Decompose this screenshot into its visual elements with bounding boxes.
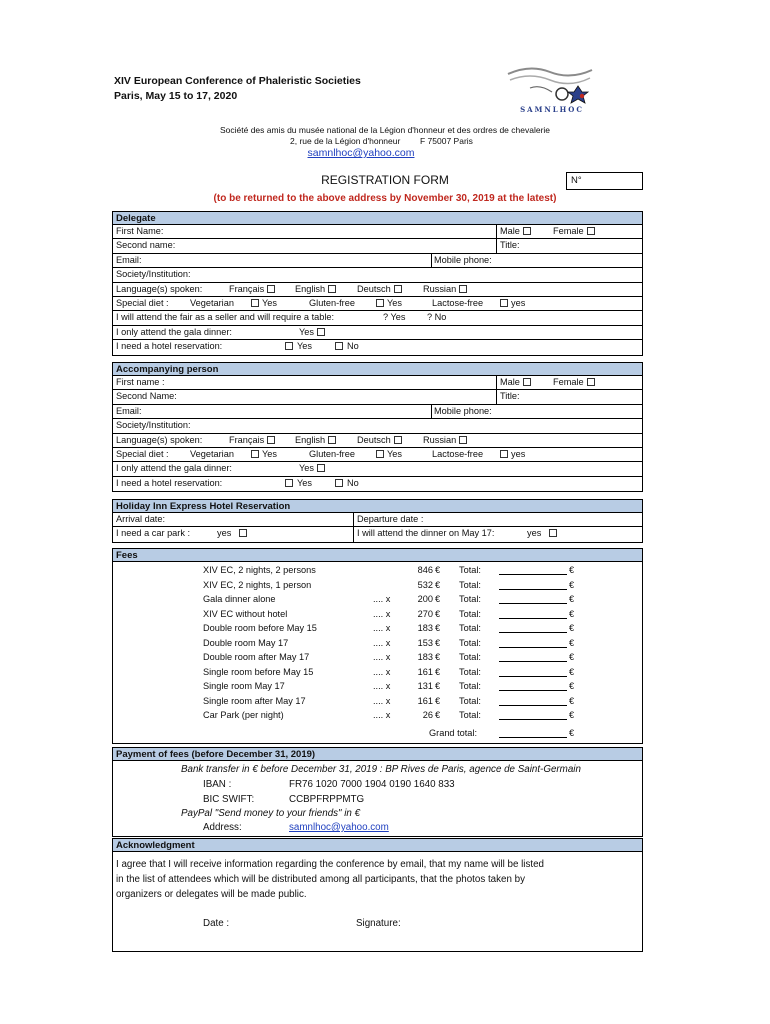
acc-male-label: Male: [500, 377, 520, 387]
lactose-label: Lactose-free: [432, 297, 484, 308]
dinner-may17-label: I will attend the dinner on May 17:: [357, 528, 495, 539]
fee-item-currency: €: [435, 695, 441, 706]
lang-ru-label: Russian: [423, 283, 457, 294]
fee-item-price: 131: [417, 681, 433, 691]
fee-item-currency: €: [435, 666, 441, 677]
fee-item-qty[interactable]: .... x: [373, 637, 391, 648]
fee-item-currency: €: [435, 579, 441, 590]
fee-item-label: Gala dinner alone: [203, 594, 276, 604]
delegate-heading: Delegate: [113, 212, 642, 225]
form-number-label: N°: [571, 175, 582, 186]
society-email-link[interactable]: samnlhoc@yahoo.com: [307, 147, 415, 159]
fee-item-total-label: Total:: [459, 710, 481, 720]
hotel-yes-checkbox[interactable]: [285, 342, 293, 350]
acc-vegetarian-label: Vegetarian: [190, 448, 234, 459]
fee-item-total-field[interactable]: [499, 580, 567, 590]
acc-lang-ru-checkbox[interactable]: [459, 436, 467, 444]
grand-total-label: Grand total:: [429, 728, 478, 738]
departure-label: Departure date :: [357, 514, 424, 524]
ack-text-line1: I agree that I will receive information regarding the conference by email, that my name will be listed: [116, 859, 545, 870]
acc-lang-en-label: English: [295, 434, 326, 445]
hotel-no-checkbox[interactable]: [335, 342, 343, 350]
fee-item-total-field[interactable]: [499, 594, 567, 604]
acc-second-name-label: Second Name:: [116, 391, 177, 402]
lang-fr-checkbox[interactable]: [267, 285, 275, 293]
acc-lang-fr-checkbox[interactable]: [267, 436, 275, 444]
lang-fr-label: Français: [229, 283, 265, 294]
fee-item-label: Single room May 17: [203, 681, 285, 691]
fee-item-total-field[interactable]: [499, 696, 567, 706]
accompanying-section: [112, 362, 643, 492]
acc-languages-label: Language(s) spoken:: [116, 434, 203, 445]
acc-hotel-need-label: I need a hotel reservation:: [116, 477, 223, 488]
iban-label: IBAN :: [203, 779, 232, 790]
acc-gala-checkbox[interactable]: [317, 464, 325, 472]
acc-society-row[interactable]: [113, 419, 642, 433]
acc-gluten-yes: Yes: [387, 448, 402, 459]
vegetarian-yes: Yes: [262, 297, 277, 308]
acc-lang-de-label: Deutsch: [357, 434, 391, 445]
acc-hotel-row: [113, 477, 642, 491]
signature-label[interactable]: Signature:: [356, 918, 401, 929]
fee-item-total-label: Total:: [459, 608, 481, 619]
seller-yes[interactable]: ? Yes: [383, 312, 406, 323]
form-number-box[interactable]: [566, 172, 643, 190]
fee-item-total-euro: €: [569, 608, 575, 619]
society-city: F 75007 Paris: [420, 136, 473, 146]
delegate-title-label: Title:: [500, 240, 520, 251]
fee-item-qty[interactable]: .... x: [373, 666, 391, 677]
fee-item-label: Double room before May 15: [203, 623, 317, 633]
grand-total-euro: €: [569, 728, 575, 738]
fee-item-total-euro: €: [569, 623, 575, 633]
dinner-may17-checkbox[interactable]: [549, 529, 557, 537]
paypal-address-label: Address:: [203, 822, 242, 833]
fee-item-currency: €: [435, 652, 441, 662]
fee-item-total-euro: €: [569, 637, 575, 648]
fee-item-label: Car Park (per night): [203, 710, 284, 720]
seller-label: I will attend the fair as a seller and will require a table:: [116, 312, 335, 323]
fee-item-total-label: Total:: [459, 637, 481, 648]
acc-gala-row: [113, 462, 642, 476]
arrival-label: Arrival date:: [116, 514, 166, 524]
fee-item-label: Single room before May 15: [203, 666, 314, 677]
fee-item-currency: €: [435, 710, 441, 720]
grand-total-field[interactable]: [499, 728, 567, 738]
delegate-society-label: Society/Institution:: [116, 269, 191, 280]
logo-text: SAMNLHOC: [520, 105, 584, 114]
fee-item-total-euro: €: [569, 681, 575, 691]
delegate-diet-label: Special diet :: [116, 297, 169, 308]
fee-item-total-field[interactable]: [499, 652, 567, 662]
fee-item-currency: €: [435, 681, 441, 691]
fee-item-currency: €: [435, 623, 441, 633]
acc-hotel-yes: Yes: [297, 477, 312, 488]
fee-item-qty[interactable]: .... x: [373, 608, 391, 619]
lang-ru-checkbox[interactable]: [459, 285, 467, 293]
lang-de-label: Deutsch: [357, 283, 391, 294]
acc-female-label: Female: [553, 377, 584, 387]
fee-item-currency: €: [435, 608, 441, 619]
bank-transfer-text: Bank transfer in € before December 31, 2019 : BP Rives de Paris, agence de Saint-Germain: [181, 764, 581, 775]
fee-item-price: 161: [417, 666, 433, 677]
fee-item-total-euro: €: [569, 594, 575, 604]
fee-item-qty[interactable]: .... x: [373, 652, 391, 662]
fee-item-total-label: Total:: [459, 565, 481, 575]
fee-item-total-field[interactable]: [499, 638, 567, 648]
car-park-label: I need a car park :: [116, 528, 191, 539]
acc-email-row[interactable]: [113, 405, 642, 419]
lang-de-checkbox[interactable]: [394, 285, 402, 293]
acc-first-name-label: First name :: [116, 377, 165, 387]
fee-item-total-field[interactable]: [499, 565, 567, 575]
hotel-need-label: I need a hotel reservation:: [116, 341, 223, 352]
acc-gala-yes: Yes: [299, 463, 314, 474]
fee-item-qty[interactable]: .... x: [373, 695, 391, 706]
acc-male-checkbox[interactable]: [523, 378, 531, 386]
fee-item-total-field[interactable]: [499, 609, 567, 619]
delegate-mobile-label: Mobile phone:: [434, 254, 492, 265]
payment-heading: Payment of fees (before December 31, 2019): [113, 748, 642, 761]
paypal-text: PayPal "Send money to your friends" in €: [181, 808, 361, 819]
acc-vegetarian-yes: Yes: [262, 448, 277, 459]
acc-hotel-no: No: [347, 477, 359, 488]
ack-text-line3: organizers or delegates will be made public.: [116, 889, 307, 900]
acc-languages-row: [113, 434, 642, 448]
acc-female-checkbox[interactable]: [587, 378, 595, 386]
acc-lactose-checkbox[interactable]: [500, 450, 508, 458]
society-logo: [500, 62, 600, 118]
society-street: 2, rue de la Légion d'honneur: [290, 136, 401, 146]
hotel-options-row: [113, 527, 642, 541]
conference-title: [114, 74, 361, 104]
gluten-yes: Yes: [387, 297, 402, 308]
acc-hotel-yes-checkbox[interactable]: [285, 479, 293, 487]
fee-item-total-label: Total:: [459, 623, 481, 633]
gala-label: I only attend the gala dinner:: [116, 326, 232, 337]
gluten-label: Gluten-free: [309, 297, 355, 308]
iban-value: FR76 1020 7000 1904 0190 1640 833: [289, 779, 455, 790]
delegate-languages-label: Language(s) spoken:: [116, 283, 203, 294]
acc-gluten-label: Gluten-free: [309, 448, 355, 459]
car-park-checkbox[interactable]: [239, 529, 247, 537]
acc-title-label: Title:: [500, 391, 520, 402]
fee-item-qty[interactable]: .... x: [373, 710, 391, 720]
acc-hotel-no-checkbox[interactable]: [335, 479, 343, 487]
fee-item-label: Double room after May 17: [203, 652, 310, 662]
fee-item-price: 846: [417, 565, 433, 575]
fee-item-total-field[interactable]: [499, 681, 567, 691]
acc-lang-fr-label: Français: [229, 434, 265, 445]
delegate-society-row[interactable]: [113, 268, 642, 282]
vegetarian-label: Vegetarian: [190, 297, 234, 308]
delegate-languages-row: [113, 283, 642, 297]
delegate-second-name-label: Second name:: [116, 240, 176, 251]
delegate-gala-row: [113, 326, 642, 340]
acc-lang-ru-label: Russian: [423, 434, 457, 445]
fee-item-price: 26: [422, 710, 433, 720]
fee-item-total-field[interactable]: [499, 667, 567, 677]
acc-society-label: Society/Institution:: [116, 420, 191, 431]
fees-section: [112, 548, 643, 744]
dinner-may17-yes: yes: [527, 528, 542, 539]
delegate-second-name-row[interactable]: [113, 239, 642, 253]
fee-item-total-label: Total:: [459, 681, 481, 691]
accompanying-heading: Accompanying person: [113, 363, 642, 376]
conference-title-line1: XIV European Conference of Phaleristic Societies: [114, 75, 361, 87]
delegate-first-name-label: First Name:: [116, 226, 164, 236]
delegate-seller-row: [113, 311, 642, 325]
date-label[interactable]: Date :: [203, 918, 230, 929]
acc-lactose-yes: yes: [511, 448, 526, 459]
bic-value: CCBPFRPPMTG: [289, 794, 365, 805]
gala-yes: Yes: [299, 326, 314, 337]
fee-item-total-label: Total:: [459, 652, 481, 662]
acc-first-name-row[interactable]: [113, 376, 642, 390]
fee-item-price: 200: [417, 594, 433, 604]
fee-item-label: Double room May 17: [203, 637, 289, 648]
fee-item-currency: €: [435, 594, 441, 604]
car-park-yes: yes: [217, 528, 232, 539]
lactose-yes: yes: [511, 297, 526, 308]
fee-item-price: 270: [417, 608, 433, 619]
delegate-male-checkbox[interactable]: [523, 227, 531, 235]
form-title: REGISTRATION FORM: [321, 173, 449, 187]
delegate-diet-row: [113, 297, 642, 311]
delegate-female-checkbox[interactable]: [587, 227, 595, 235]
fee-item-total-euro: €: [569, 565, 575, 575]
delegate-hotel-row: [113, 340, 642, 354]
fee-item-total-field[interactable]: [499, 623, 567, 633]
fee-item-qty[interactable]: .... x: [373, 681, 391, 691]
return-deadline-note: (to be returned to the above address by November 30, 2019 at the latest): [213, 193, 557, 204]
delegate-female-label: Female: [553, 226, 584, 236]
acc-email-label: Email:: [116, 405, 142, 416]
fee-item-label: Single room after May 17: [203, 695, 306, 706]
acc-second-name-row[interactable]: [113, 390, 642, 404]
seller-no[interactable]: ? No: [427, 312, 447, 323]
fee-item-currency: €: [435, 637, 441, 648]
acc-mobile-label: Mobile phone:: [434, 405, 492, 416]
fee-item-total-label: Total:: [459, 594, 481, 604]
fee-item-price: 153: [417, 637, 433, 648]
delegate-email-row[interactable]: [113, 254, 642, 268]
acc-gala-label: I only attend the gala dinner:: [116, 463, 232, 474]
fee-item-currency: €: [435, 565, 441, 575]
acc-lang-en-checkbox[interactable]: [328, 436, 336, 444]
acc-lactose-label: Lactose-free: [432, 448, 484, 459]
fee-item-total-euro: €: [569, 695, 575, 706]
acc-vegetarian-checkbox[interactable]: [251, 450, 259, 458]
fee-item-qty[interactable]: .... x: [373, 623, 391, 633]
fee-item-qty[interactable]: .... x: [373, 594, 391, 604]
payment-section: [112, 747, 643, 837]
fee-item-total-label: Total:: [459, 666, 481, 677]
delegate-first-name-row[interactable]: [113, 225, 642, 239]
fee-item-price: 183: [417, 623, 433, 633]
lang-en-checkbox[interactable]: [328, 285, 336, 293]
fee-item-label: XIV EC without hotel: [203, 608, 288, 619]
fee-item-total-label: Total:: [459, 695, 481, 706]
bic-label: BIC SWIFT:: [203, 794, 255, 805]
fee-item-price: 183: [417, 652, 433, 662]
paypal-address-link[interactable]: samnlhoc@yahoo.com: [289, 822, 389, 833]
delegate-section: [112, 211, 643, 356]
fees-heading: Fees: [113, 549, 642, 562]
hotel-dates-row[interactable]: [113, 513, 642, 527]
fee-item-price: 161: [417, 695, 433, 706]
hotel-section: [112, 499, 643, 543]
fee-item-total-euro: €: [569, 710, 575, 720]
gluten-checkbox[interactable]: [376, 299, 384, 307]
society-name: Société des amis du musée national de la Légion d'honneur et des ordres de chevalerie: [219, 125, 551, 135]
acknowledgment-heading: Acknowledgment: [113, 839, 642, 852]
acc-diet-row: [113, 448, 642, 462]
delegate-male-label: Male: [500, 226, 520, 236]
lang-en-label: English: [295, 283, 326, 294]
hotel-heading: Holiday Inn Express Hotel Reservation: [113, 500, 642, 513]
conference-dates: Paris, May 15 to 17, 2020: [114, 90, 238, 102]
hotel-no: No: [347, 341, 359, 352]
fee-item-total-euro: €: [569, 666, 575, 677]
fee-item-price: 532: [417, 579, 433, 590]
fee-item-total-euro: €: [569, 579, 575, 590]
fee-item-label: XIV EC, 2 nights, 1 person: [203, 579, 312, 590]
ack-text-line2: in the list of attendees which will be distributed among all participants, that the photos taken by: [116, 874, 525, 885]
vegetarian-checkbox[interactable]: [251, 299, 259, 307]
acknowledgment-section: [112, 838, 643, 952]
acc-diet-label: Special diet :: [116, 448, 169, 459]
delegate-email-label: Email:: [116, 254, 142, 265]
fee-item-label: XIV EC, 2 nights, 2 persons: [203, 565, 316, 575]
acc-lang-de-checkbox[interactable]: [394, 436, 402, 444]
gala-checkbox[interactable]: [317, 328, 325, 336]
fee-item-total-euro: €: [569, 652, 575, 662]
acc-gluten-checkbox[interactable]: [376, 450, 384, 458]
fee-item-total-label: Total:: [459, 579, 481, 590]
lactose-checkbox[interactable]: [500, 299, 508, 307]
fee-item-total-field[interactable]: [499, 710, 567, 720]
hotel-yes: Yes: [297, 341, 312, 352]
